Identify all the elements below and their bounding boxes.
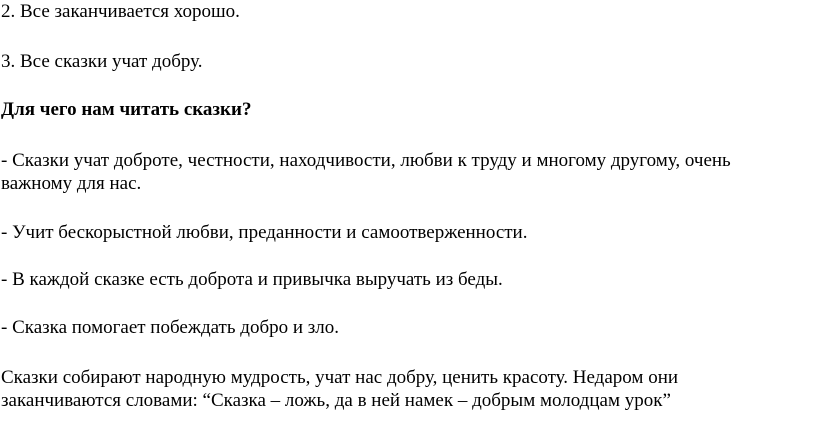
list-item-2: 2. Все заканчивается хорошо.	[1, 1, 240, 22]
bullet-1-line-1: - Сказки учат доброте, честности, находчивости, любви к труду и многому другому, очень	[1, 150, 731, 171]
bullet-1-line-2: важному для нас.	[1, 173, 142, 194]
conclusion-line-2: заканчиваются словами: “Сказка – ложь, да в ней намек – добрым молодцам урок”	[1, 390, 671, 411]
section-heading: Для чего нам читать сказки?	[1, 99, 252, 120]
conclusion-line-1: Сказки собирают народную мудрость, учат нас добру, ценить красоту. Недаром они	[1, 367, 679, 388]
bullet-4: - Сказка помогает побеждать добро и зло.	[1, 317, 340, 338]
list-item-3: 3. Все сказки учат добру.	[1, 51, 203, 72]
bullet-2: - Учит бескорыстной любви, преданности и самоотверженности.	[1, 222, 528, 243]
bullet-3: - В каждой сказке есть доброта и привычка выручать из беды.	[1, 269, 503, 290]
